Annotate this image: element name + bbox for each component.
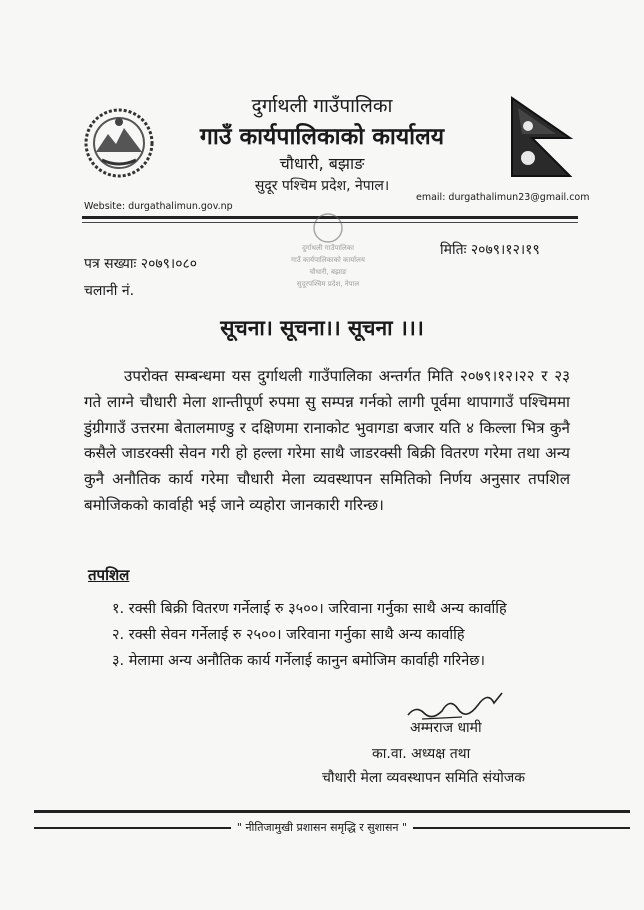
list-item: २. रक्सी सेवन गर्नेलाई रु २५००। जरिवाना गर्नुका साथै अन्य कार्वाहि: [112, 627, 465, 643]
office-name: गाउँ कार्यपालिकाको कार्यालय: [199, 124, 445, 150]
list-item: १. रक्सी बिक्री वितरण गर्नेलाई रु ३५००। जरिवाना गर्नुका साथै अन्य कार्वाहि: [112, 601, 507, 617]
notice-title: सूचना। सूचना।। सूचना ।।।: [220, 316, 424, 340]
website-text: Website: durgathalimun.gov.np: [84, 201, 233, 212]
province-name: सुदूर पश्चिम प्रदेश, नेपाल।: [254, 178, 390, 194]
signatory-name: अम्मराज धामी: [410, 720, 482, 736]
tapsil-heading: तपशिल: [88, 566, 130, 584]
signatory-post: का.वा. अध्यक्ष तथा: [372, 746, 471, 762]
dispatch-number: चलानी नं.: [84, 283, 135, 299]
tapsil-list: [112, 596, 507, 674]
stamp-line-3: चौधारी, बझाङ: [309, 268, 347, 276]
list-item: ३. मेलामा अन्य अनौतिक कार्य गर्नेलाई कानुन बमोजिम कार्वाही गरिनेछ।: [112, 653, 485, 669]
stamp-line-4: सुदूरपश्चिम प्रदेश, नेपाल: [296, 280, 360, 288]
email-text: email: durgathalimun23@gmail.com: [416, 192, 590, 203]
signatory-role: चौधारी मेला व्यवस्थापन समिति संयोजक: [322, 770, 525, 786]
notice-body: उपरोक्त सम्बन्धमा यस दुर्गाथली गाउँपालिका अन्तर्गत मिति २०७९।१२।२२ र २३ गते लाग्ने चौधारी मेला शान्तीपूर्ण रुपमा सु सम्पन्न गर्नको लागी पूर्वमा थापागाउँ पश्चिममा डुंग्रीगाउँ उत्तरमा बेतालमाण्डु र दक्षिणमा रानाकोट भुवागडा बजार यति ४ किल्ला भित्र कुनै कसैले जाडरक्सी सेवन गरी हो हल्ला गरेमा साथै जाडरक्सी बिक्री वितरण गरेमा तथा अन्य कुनै अनौतिक कार्य गरेमा चौधारी मेला व्यवस्थापन समितिको निर्णय अनुसार तपशिल बमोजिकको कार्वाही भई जाने व्यहोरा जानकारी गरिन्छ।: [84, 367, 570, 514]
issue-date: मितिः २०७९।१२।१९: [440, 242, 540, 258]
reference-number: पत्र सख्याः २०७९।०८०: [84, 256, 198, 272]
stamp-line-1: दुर्गाथली गाउँपालिका: [302, 244, 354, 252]
stamp-line-2: गाउँ कार्यपालिकाको कार्यालय: [291, 256, 365, 264]
office-location: चौधारी, बझाङ: [279, 154, 365, 173]
footer-motto-text: " नीतिजामुखी प्रशासन समृद्धि र सुशासन ": [231, 821, 413, 834]
municipality-name: दुर्गाथली गाउँपालिका: [251, 95, 393, 117]
office-stamp: [280, 206, 376, 306]
footer-divider: [34, 810, 630, 813]
footer-motto: [0, 820, 644, 835]
